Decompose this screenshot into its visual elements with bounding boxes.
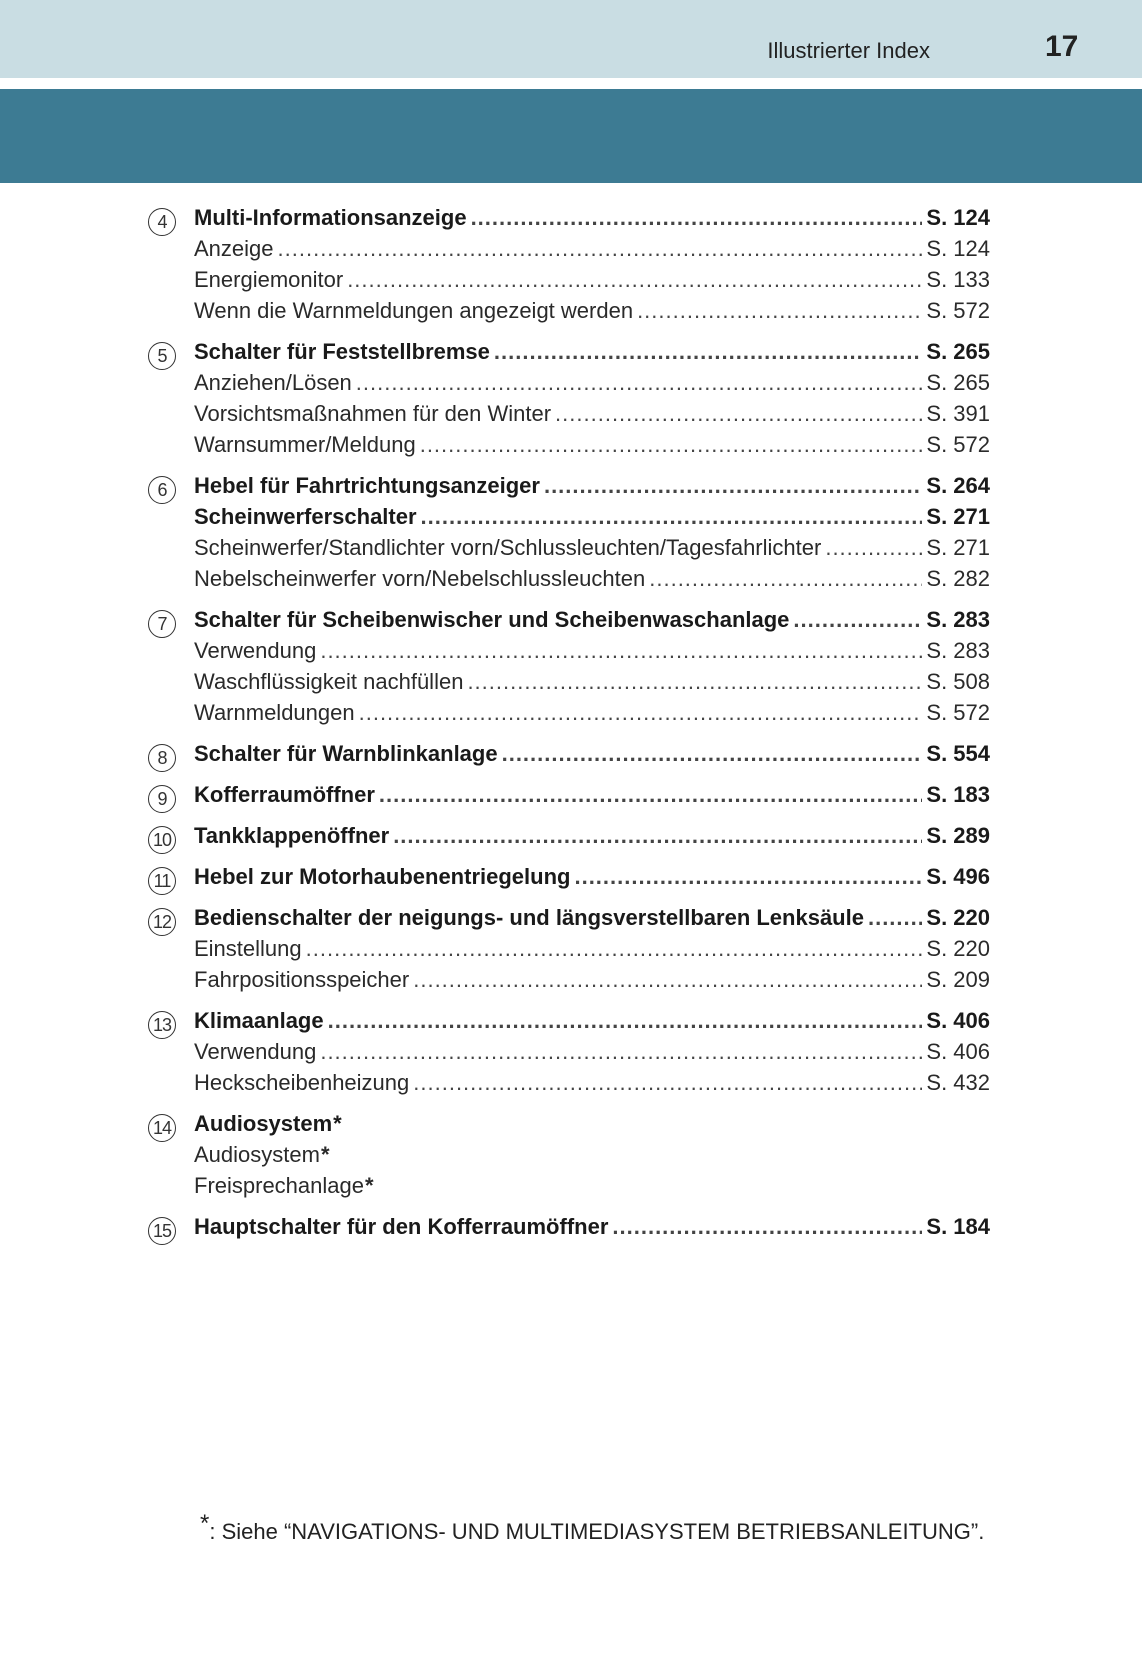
dot-leader	[502, 741, 923, 767]
dot-leader	[494, 339, 922, 365]
index-sub-item[interactable]	[194, 566, 990, 597]
item-label: Nebelscheinwerfer vorn/Nebelschlussleuchten	[194, 566, 646, 591]
item-label: Hebel für Fahrtrichtungsanzeiger	[194, 473, 540, 498]
entry-spacer	[148, 1204, 990, 1214]
index-main-item[interactable]	[194, 782, 990, 813]
index-sub-item[interactable]	[194, 401, 990, 432]
item-label: Verwendung	[194, 1039, 317, 1064]
item-label: Scheinwerfer/Standlichter vorn/Schlussleuchten/Tagesfahrlichter	[194, 535, 822, 560]
page-reference[interactable]: S. 220	[926, 936, 990, 961]
page-reference[interactable]: S. 572	[926, 298, 990, 323]
asterisk-marker: *	[320, 1142, 330, 1167]
page-number: 17	[1045, 30, 1079, 63]
index-entry	[148, 864, 990, 895]
index-entry	[148, 1214, 990, 1245]
illustrated-index-list	[148, 205, 990, 1255]
page-reference[interactable]: S. 572	[926, 700, 990, 725]
dot-leader	[413, 967, 922, 993]
dot-leader	[359, 700, 923, 726]
item-label: Schalter für Feststellbremse	[194, 339, 490, 364]
index-main-item[interactable]	[194, 504, 990, 535]
item-label: Multi-Informationsanzeige	[194, 205, 467, 230]
index-main-item[interactable]	[194, 1008, 990, 1039]
item-label: Audiosystem	[194, 1142, 320, 1167]
item-label: Heckscheibenheizung	[194, 1070, 410, 1095]
dot-leader	[421, 504, 923, 530]
entry-spacer	[148, 329, 990, 339]
page-reference[interactable]: S. 184	[926, 1214, 990, 1239]
index-entry	[148, 823, 990, 854]
asterisk-marker: *	[333, 1111, 342, 1136]
page-reference[interactable]: S. 496	[926, 864, 990, 889]
index-main-item[interactable]	[194, 1214, 990, 1245]
entry-spacer	[148, 772, 990, 782]
item-label: Klimaanlage	[194, 1008, 324, 1033]
index-main-item[interactable]	[194, 905, 990, 936]
entry-spacer	[148, 731, 990, 741]
index-sub-item[interactable]	[194, 267, 990, 298]
index-sub-item[interactable]	[194, 236, 990, 267]
page-reference[interactable]: S. 265	[926, 370, 990, 395]
item-label: Scheinwerferschalter	[194, 504, 417, 529]
item-label: Anziehen/Lösen	[194, 370, 352, 395]
dot-leader	[328, 1008, 923, 1034]
index-sub-item[interactable]	[194, 1070, 990, 1101]
index-entry	[148, 905, 990, 998]
item-label: Anzeige	[194, 236, 274, 261]
circled-number: 12	[148, 908, 176, 936]
index-sub-item[interactable]	[194, 700, 990, 731]
dot-leader	[393, 823, 922, 849]
index-entry	[148, 782, 990, 813]
dot-leader	[471, 205, 923, 231]
item-label: Waschflüssigkeit nachfüllen	[194, 669, 464, 694]
dot-leader	[612, 1214, 922, 1240]
page-reference[interactable]: S. 391	[926, 401, 990, 426]
page-reference[interactable]: S. 124	[926, 236, 990, 261]
page-reference[interactable]: S. 265	[926, 339, 990, 364]
index-entry	[148, 607, 990, 731]
index-main-item[interactable]	[194, 607, 990, 638]
page-reference[interactable]: S. 432	[926, 1070, 990, 1095]
dot-leader	[320, 1039, 922, 1065]
item-label: Schalter für Warnblinkanlage	[194, 741, 498, 766]
item-label: Kofferraumöffner	[194, 782, 375, 807]
index-sub-item[interactable]	[194, 298, 990, 329]
circled-number: 15	[148, 1217, 176, 1245]
item-label: Warnsummer/Meldung	[194, 432, 416, 457]
index-main-item[interactable]	[194, 205, 990, 236]
page-reference[interactable]: S. 124	[926, 205, 990, 230]
index-sub-item[interactable]	[194, 535, 990, 566]
index-entry	[148, 205, 990, 329]
entry-spacer	[148, 1101, 990, 1111]
entry-spacer	[148, 854, 990, 864]
dot-leader	[649, 566, 922, 592]
page-reference[interactable]: S. 264	[926, 473, 990, 498]
page-reference[interactable]: S. 183	[926, 782, 990, 807]
dot-leader	[278, 236, 923, 262]
entry-spacer	[148, 1245, 990, 1255]
circled-number: 4	[148, 208, 176, 236]
index-sub-item[interactable]	[194, 936, 990, 967]
index-main-item[interactable]	[194, 473, 990, 504]
dot-leader	[413, 1070, 922, 1096]
item-label: Freisprechanlage	[194, 1173, 364, 1198]
dot-leader	[868, 905, 922, 931]
item-label: Tankklappenöffner	[194, 823, 390, 848]
page-reference[interactable]: S. 572	[926, 432, 990, 457]
index-sub-item[interactable]	[194, 370, 990, 401]
page-reference[interactable]: S. 289	[926, 823, 990, 848]
index-entry	[148, 1111, 990, 1204]
dot-leader	[320, 638, 922, 664]
page-reference[interactable]: S. 133	[926, 267, 990, 292]
index-sub-item[interactable]	[194, 1039, 990, 1070]
entry-spacer	[148, 813, 990, 823]
circled-number: 13	[148, 1011, 176, 1039]
page-reference[interactable]: S. 282	[926, 566, 990, 591]
index-sub-item[interactable]	[194, 967, 990, 998]
footnote	[200, 1510, 984, 1545]
page-reference[interactable]: S. 508	[926, 669, 990, 694]
entry-spacer	[148, 597, 990, 607]
page-reference[interactable]: S. 209	[926, 967, 990, 992]
index-sub-item[interactable]	[194, 638, 990, 669]
index-main-item[interactable]	[194, 864, 990, 895]
index-entry	[148, 741, 990, 772]
dot-leader	[574, 864, 922, 890]
circled-number: 9	[148, 785, 176, 813]
header-band	[0, 89, 1142, 183]
item-label: Einstellung	[194, 936, 302, 961]
dot-leader	[420, 432, 923, 458]
index-entry	[148, 1008, 990, 1101]
item-label: Bedienschalter der neigungs- und längsverstellbaren Lenksäule	[194, 905, 864, 930]
page-reference[interactable]: S. 406	[926, 1008, 990, 1033]
dot-leader	[379, 782, 922, 808]
item-label: Hebel zur Motorhaubenentriegelung	[194, 864, 571, 889]
index-entry	[148, 339, 990, 463]
item-label: Audiosystem	[194, 1111, 333, 1136]
asterisk-marker: *	[364, 1173, 374, 1198]
section-title: Illustrierter Index	[767, 38, 930, 63]
dot-leader	[356, 370, 923, 396]
header-top-bar	[0, 0, 1142, 78]
dot-leader	[555, 401, 922, 427]
index-main-item[interactable]	[194, 1111, 990, 1142]
index-main-item[interactable]	[194, 823, 990, 854]
dot-leader	[467, 669, 922, 695]
dot-leader	[347, 267, 922, 293]
item-label: Fahrpositionsspeicher	[194, 967, 410, 992]
dot-leader	[306, 936, 923, 962]
circled-number: 8	[148, 744, 176, 772]
page-reference[interactable]: S. 406	[926, 1039, 990, 1064]
index-sub-item[interactable]	[194, 1142, 990, 1173]
dot-leader	[793, 607, 922, 633]
item-label: Vorsichtsmaßnahmen für den Winter	[194, 401, 552, 426]
item-label: Hauptschalter für den Kofferraumöffner	[194, 1214, 609, 1239]
circled-number: 7	[148, 610, 176, 638]
page-reference[interactable]: S. 220	[926, 905, 990, 930]
dot-leader	[637, 298, 922, 324]
index-main-item[interactable]	[194, 339, 990, 370]
circled-number: 11	[148, 867, 176, 895]
circled-number: 14	[148, 1114, 176, 1142]
footnote-text: : Siehe “NAVIGATIONS- UND MULTIMEDIASYSTEM BETRIEBSANLEITUNG”.	[209, 1519, 985, 1544]
page-reference[interactable]: S. 271	[926, 535, 990, 560]
item-label: Wenn die Warnmeldungen angezeigt werden	[194, 298, 634, 323]
item-label: Warnmeldungen	[194, 700, 355, 725]
entry-spacer	[148, 895, 990, 905]
page-reference[interactable]: S. 554	[926, 741, 990, 766]
index-entry	[148, 473, 990, 597]
footnote-asterisk: *	[200, 1510, 210, 1537]
circled-number: 6	[148, 476, 176, 504]
item-label: Verwendung	[194, 638, 317, 663]
page-reference[interactable]: S. 283	[926, 638, 990, 663]
dot-leader	[544, 473, 922, 499]
circled-number: 5	[148, 342, 176, 370]
page-reference[interactable]: S. 283	[926, 607, 990, 632]
index-sub-item[interactable]	[194, 1173, 990, 1204]
entry-spacer	[148, 998, 990, 1008]
index-sub-item[interactable]	[194, 432, 990, 463]
entry-spacer	[148, 463, 990, 473]
item-label: Energiemonitor	[194, 267, 344, 292]
item-label: Schalter für Scheibenwischer und Scheibenwaschanlage	[194, 607, 790, 632]
index-main-item[interactable]	[194, 741, 990, 772]
index-sub-item[interactable]	[194, 669, 990, 700]
page-reference[interactable]: S. 271	[926, 504, 990, 529]
dot-leader	[825, 535, 922, 561]
circled-number: 10	[148, 826, 176, 854]
